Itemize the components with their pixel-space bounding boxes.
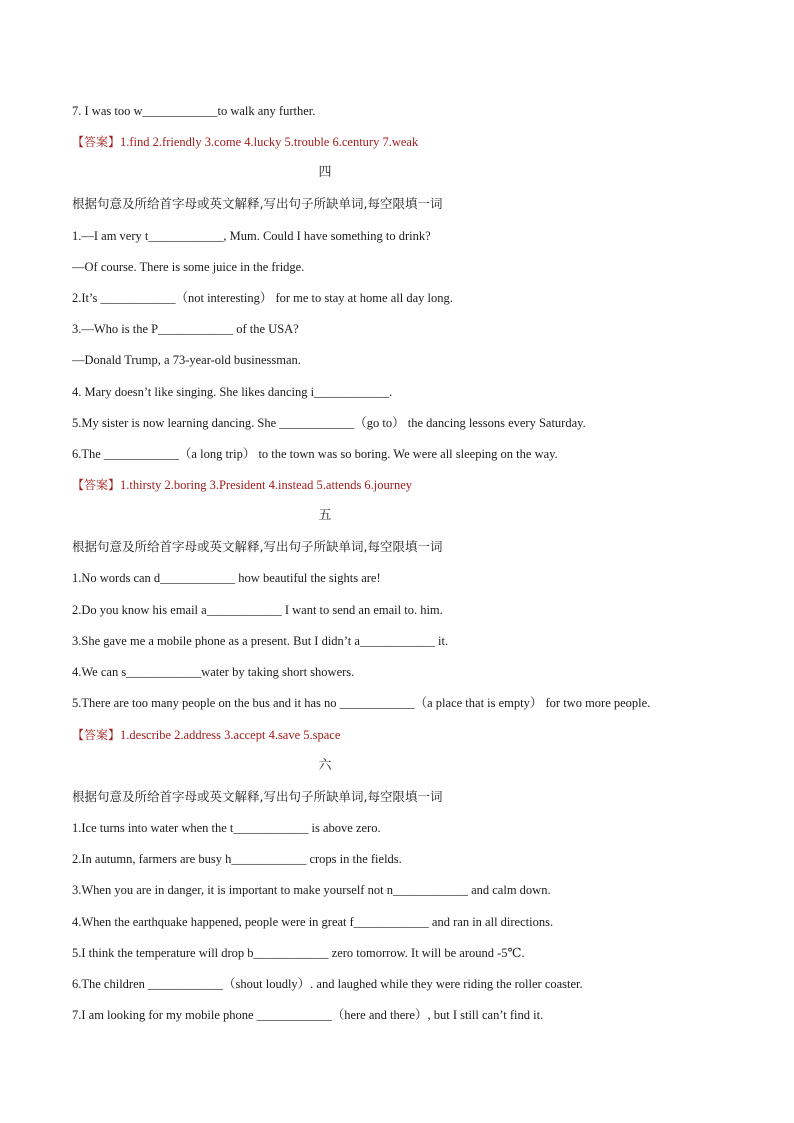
s5-line: 5.There are too many people on the bus and it has no ____________（a place that is empty） for two more people.: [72, 696, 651, 710]
s5-answer: [72, 727, 754, 743]
s6-line: 2.In autumn, farmers are busy h____________ crops in the fields.: [72, 852, 402, 866]
section-heading-5: 五: [318, 508, 332, 523]
s6-line: 5.I think the temperature will drop b____________ zero tomorrow. It will be around -5℃.: [72, 946, 525, 960]
answer-tag: 【答案】: [72, 728, 121, 742]
s4-line: —Of course. There is some juice in the fridge.: [72, 260, 305, 274]
s4-line: —Donald Trump, a 73-year-old businessman.: [72, 353, 301, 367]
answer-text: 1.describe 2.address 3.accept 4.save 5.space: [120, 728, 341, 742]
s4-instruction: 根据句意及所给首字母或英文解释,写出句子所缺单词,每空限填一词: [72, 196, 443, 211]
s5-line: 3.She gave me a mobile phone as a present. But I didn’t a____________ it.: [72, 634, 449, 648]
s6-line: 6.The children ____________（shout loudly）. and laughed while they were riding the roller coaster.: [72, 977, 583, 991]
s4-answer: [72, 477, 754, 493]
section-heading-6: 六: [318, 758, 332, 773]
s5-line: 2.Do you know his email a____________ I want to send an email to. him.: [72, 603, 443, 617]
s5-instruction: 根据句意及所给首字母或英文解释,写出句子所缺单词,每空限填一词: [72, 539, 443, 554]
answer-tag: 【答案】: [72, 135, 121, 149]
s4-line: 4. Mary doesn’t like singing. She likes dancing i____________.: [72, 385, 393, 399]
s3-question-7: 7. I was too w____________to walk any further.: [72, 104, 316, 118]
s5-line: 1.No words can d____________ how beautiful the sights are!: [72, 571, 381, 585]
s6-line: 1.Ice turns into water when the t____________ is above zero.: [72, 821, 381, 835]
answer-tag: 【答案】: [72, 478, 121, 492]
answer-text: 1.find 2.friendly 3.come 4.lucky 5.trouble 6.century 7.weak: [120, 135, 419, 149]
s5-line: 4.We can s____________water by taking short showers.: [72, 665, 355, 679]
section-heading-4: 四: [318, 165, 332, 180]
s4-line: 1.—I am very t____________, Mum. Could I have something to drink?: [72, 229, 431, 243]
s4-line: 2.It’s ____________（not interesting） for me to stay at home all day long.: [72, 291, 453, 305]
answer-text: 1.thirsty 2.boring 3.President 4.instead 5.attends 6.journey: [120, 478, 412, 492]
s4-line: 3.—Who is the P____________ of the USA?: [72, 322, 299, 336]
s4-line: 6.The ____________（a long trip） to the town was so boring. We were all sleeping on the way.: [72, 447, 558, 461]
s6-line: 4.When the earthquake happened, people were in great f____________ and ran in all directions.: [72, 915, 554, 929]
s4-line: 5.My sister is now learning dancing. She ____________（go to） the dancing lessons every Saturday.: [72, 416, 586, 430]
s3-answer: [72, 134, 754, 150]
s6-line: 7.I am looking for my mobile phone ____________（here and there）, but I still can’t find it.: [72, 1008, 544, 1022]
s6-instruction: 根据句意及所给首字母或英文解释,写出句子所缺单词,每空限填一词: [72, 789, 443, 804]
s6-line: 3.When you are in danger, it is important to make yourself not n____________ and calm down.: [72, 883, 551, 897]
